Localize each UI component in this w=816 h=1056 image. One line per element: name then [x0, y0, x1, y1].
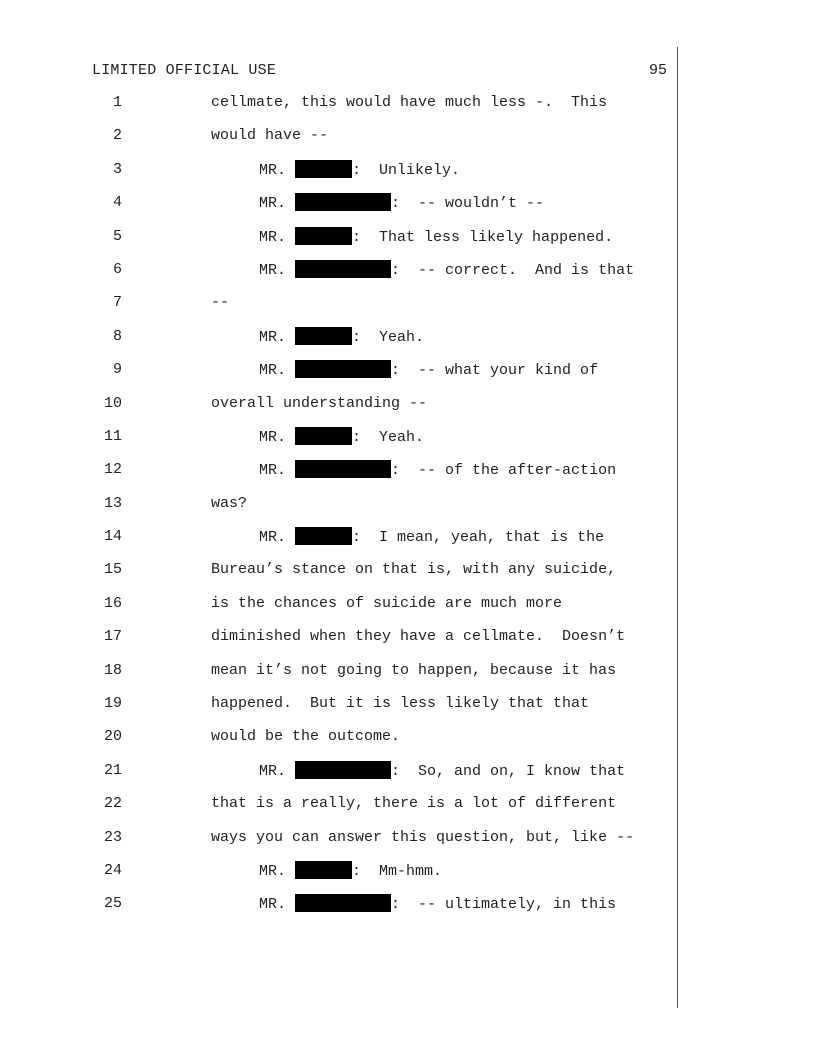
transcript-line — [0, 394, 816, 427]
line-text — [259, 761, 625, 782]
transcript-line — [0, 527, 816, 560]
line-number: 25 — [103, 895, 122, 913]
transcript-line — [0, 126, 816, 159]
redaction-box — [295, 227, 352, 245]
line-text — [211, 126, 328, 146]
line-content: overall understanding -- — [211, 394, 428, 412]
line-text — [259, 327, 424, 348]
redaction-box — [295, 160, 352, 178]
line-number: 2 — [112, 127, 122, 145]
line-content: : -- ultimately, in this — [391, 896, 617, 914]
line-number: 19 — [103, 695, 122, 713]
redaction-box — [295, 761, 391, 779]
line-number: 21 — [103, 761, 122, 779]
line-number: 5 — [112, 227, 122, 245]
line-content: : Yeah. — [352, 428, 425, 446]
speaker-prefix: MR. — [259, 228, 287, 246]
line-content: : Mm-hmm. — [352, 862, 443, 880]
line-text — [211, 594, 562, 614]
line-number: 1 — [112, 94, 122, 111]
transcript-line — [0, 594, 816, 627]
line-number: 7 — [112, 294, 122, 312]
line-text — [259, 193, 544, 214]
line-number: 17 — [103, 628, 122, 646]
speaker-prefix: MR. — [259, 462, 287, 480]
transcript-line — [0, 560, 816, 593]
redaction-box — [295, 527, 352, 545]
line-number: 9 — [112, 361, 122, 379]
line-content: happened. But it is less likely that that — [211, 695, 590, 713]
line-text — [259, 861, 442, 882]
transcript-line — [0, 661, 816, 694]
speaker-prefix: MR. — [259, 896, 287, 914]
line-text — [211, 394, 427, 414]
speaker-prefix: MR. — [259, 362, 287, 380]
redaction-box — [295, 360, 391, 378]
line-content: would be the outcome. — [211, 728, 401, 746]
page-number: 95 — [649, 62, 668, 79]
line-number: 20 — [103, 728, 122, 746]
line-content: : So, and on, I know that — [391, 762, 626, 780]
transcript-line — [0, 327, 816, 360]
transcript-line — [0, 427, 816, 460]
line-text — [211, 694, 589, 714]
line-text — [259, 894, 616, 915]
transcript-line — [0, 861, 816, 894]
transcript-line — [0, 93, 816, 126]
line-text — [211, 494, 247, 514]
line-text — [211, 560, 616, 580]
line-content: cellmate, this would have much less -. This — [211, 94, 608, 111]
transcript-line — [0, 360, 816, 393]
line-content: -- — [211, 294, 230, 312]
line-content: that is a really, there is a lot of different — [211, 795, 617, 813]
redaction-box — [295, 327, 352, 345]
line-text — [259, 160, 460, 181]
line-text — [259, 227, 613, 248]
line-text — [259, 460, 616, 481]
transcript-line — [0, 227, 816, 260]
line-text — [211, 828, 634, 848]
line-content: mean it’s not going to happen, because it has — [211, 661, 617, 679]
redaction-box — [295, 861, 352, 879]
line-text — [211, 794, 616, 814]
transcript-line — [0, 460, 816, 493]
transcript-line — [0, 794, 816, 827]
transcript-line — [0, 494, 816, 527]
line-content: : Unlikely. — [352, 161, 461, 179]
speaker-prefix: MR. — [259, 161, 287, 179]
line-content: Bureau’s stance on that is, with any suicide, — [211, 561, 617, 579]
line-number: 13 — [103, 494, 122, 512]
redaction-box — [295, 260, 391, 278]
line-number: 24 — [103, 861, 122, 879]
speaker-prefix: MR. — [259, 261, 287, 279]
line-number: 15 — [103, 561, 122, 579]
transcript-line — [0, 160, 816, 193]
transcript-line — [0, 894, 816, 927]
line-number: 6 — [112, 260, 122, 278]
line-content: : -- correct. And is that — [391, 261, 635, 279]
redaction-box — [295, 427, 352, 445]
line-text — [259, 260, 634, 281]
line-number: 16 — [103, 594, 122, 612]
line-content: : -- what your kind of — [391, 362, 599, 380]
line-number: 4 — [112, 194, 122, 212]
line-number: 3 — [112, 160, 122, 178]
transcript-line — [0, 761, 816, 794]
line-number: 10 — [103, 394, 122, 412]
transcript-lines — [0, 93, 816, 928]
line-text — [211, 293, 229, 313]
line-number: 23 — [103, 828, 122, 846]
speaker-prefix: MR. — [259, 195, 287, 213]
speaker-prefix: MR. — [259, 762, 287, 780]
line-number: 18 — [103, 661, 122, 679]
line-content: ways you can answer this question, but, like -- — [211, 828, 635, 846]
speaker-prefix: MR. — [259, 328, 287, 346]
redaction-box — [295, 460, 391, 478]
line-number: 22 — [103, 795, 122, 813]
line-content: would have -- — [211, 127, 329, 145]
transcript-line — [0, 293, 816, 326]
line-content: diminished when they have a cellmate. Doesn’t — [211, 628, 626, 646]
line-content: is the chances of suicide are much more — [211, 594, 563, 612]
line-text — [211, 727, 400, 747]
speaker-prefix: MR. — [259, 862, 287, 880]
redaction-box — [295, 193, 391, 211]
line-text — [211, 627, 625, 647]
transcript-line — [0, 694, 816, 727]
transcript-line — [0, 260, 816, 293]
transcript-line — [0, 727, 816, 760]
transcript-line — [0, 193, 816, 226]
line-content: : I mean, yeah, that is the — [352, 529, 605, 547]
line-content: : Yeah. — [352, 328, 425, 346]
line-number: 14 — [103, 528, 122, 546]
transcript-line — [0, 828, 816, 861]
line-number: 8 — [112, 327, 122, 345]
line-text — [259, 427, 424, 448]
redaction-box — [295, 894, 391, 912]
line-text — [211, 661, 616, 681]
speaker-prefix: MR. — [259, 529, 287, 547]
transcript-line — [0, 627, 816, 660]
line-text — [259, 527, 604, 548]
line-text — [259, 360, 598, 381]
line-content: : -- wouldn’t -- — [391, 195, 545, 213]
line-content: was? — [211, 494, 248, 512]
speaker-prefix: MR. — [259, 428, 287, 446]
line-text — [211, 93, 607, 113]
line-number: 12 — [103, 461, 122, 479]
classification-header: LIMITED OFFICIAL USE — [92, 62, 277, 79]
line-number: 11 — [103, 427, 122, 445]
line-content: : That less likely happened. — [352, 228, 614, 246]
line-content: : -- of the after-action — [391, 462, 617, 480]
